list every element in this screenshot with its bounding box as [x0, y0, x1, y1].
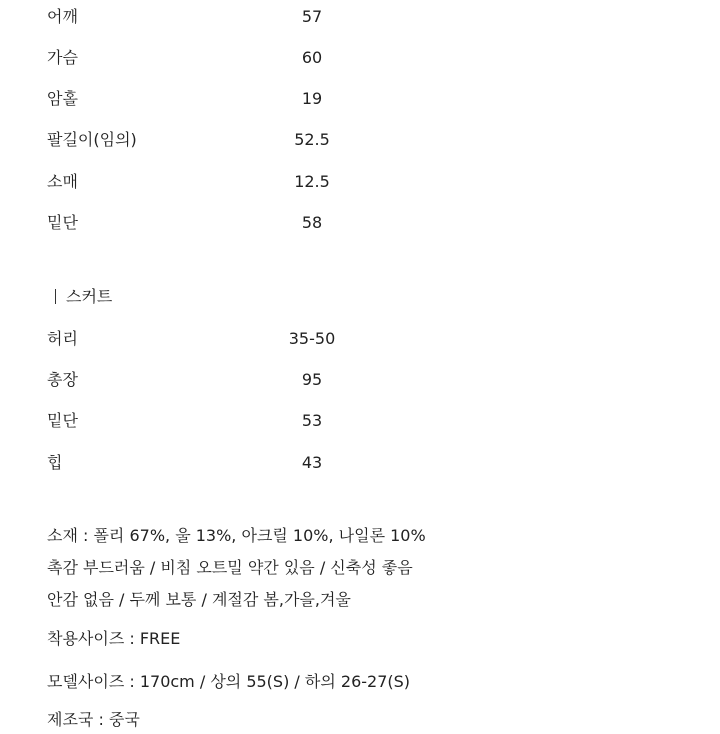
skirt-row-hip	[0, 448, 720, 478]
skirt-row-length	[0, 365, 720, 395]
info-material: 소재 : 폴리 67%, 울 13%, 아크릴 10%, 나일론 10%	[47, 526, 426, 545]
section-divider-bar	[55, 289, 56, 304]
measure-row-arm-length	[0, 125, 720, 155]
measure-row-chest	[0, 43, 720, 73]
measure-value: 12.5	[294, 172, 330, 191]
measure-label: 암홀	[47, 89, 78, 108]
measure-label: 힙	[47, 453, 63, 472]
measure-label: 가슴	[47, 48, 78, 67]
info-texture: 촉감 부드러움 / 비침 오트밀 약간 있음 / 신축성 좋음	[47, 558, 413, 577]
measure-label: 소매	[47, 172, 78, 191]
measure-value: 58	[301, 213, 323, 232]
measure-label: 허리	[47, 329, 78, 348]
measure-label: 팔길이(임의)	[47, 130, 137, 149]
measure-value: 53	[301, 411, 323, 430]
info-fit-size: 착용사이즈 : FREE	[47, 629, 181, 648]
section-title-skirt	[47, 282, 112, 312]
info-model-size: 모델사이즈 : 170cm / 상의 55(S) / 하의 26-27(S)	[47, 672, 411, 691]
measure-value: 43	[301, 453, 323, 472]
measure-label: 어깨	[47, 7, 78, 26]
info-lining: 안감 없음 / 두께 보통 / 계절감 봄,가을,겨울	[47, 590, 351, 609]
measure-value: 60	[301, 48, 323, 67]
measure-value: 57	[301, 7, 323, 26]
skirt-row-waist	[0, 324, 720, 354]
measure-label: 밑단	[47, 411, 78, 430]
measure-value: 52.5	[294, 130, 330, 149]
measure-row-armhole	[0, 84, 720, 114]
measure-row-sleeve	[0, 167, 720, 197]
measure-row-hem	[0, 208, 720, 238]
measure-label: 밑단	[47, 213, 78, 232]
measure-value: 19	[301, 89, 323, 108]
measure-row-shoulder	[0, 2, 720, 32]
section-title-text: 스커트	[66, 287, 113, 306]
info-origin: 제조국 : 중국	[47, 710, 140, 729]
measure-label: 총장	[47, 370, 78, 389]
measure-value: 95	[301, 370, 323, 389]
skirt-row-hem	[0, 406, 720, 436]
measure-value: 35-50	[288, 329, 336, 348]
